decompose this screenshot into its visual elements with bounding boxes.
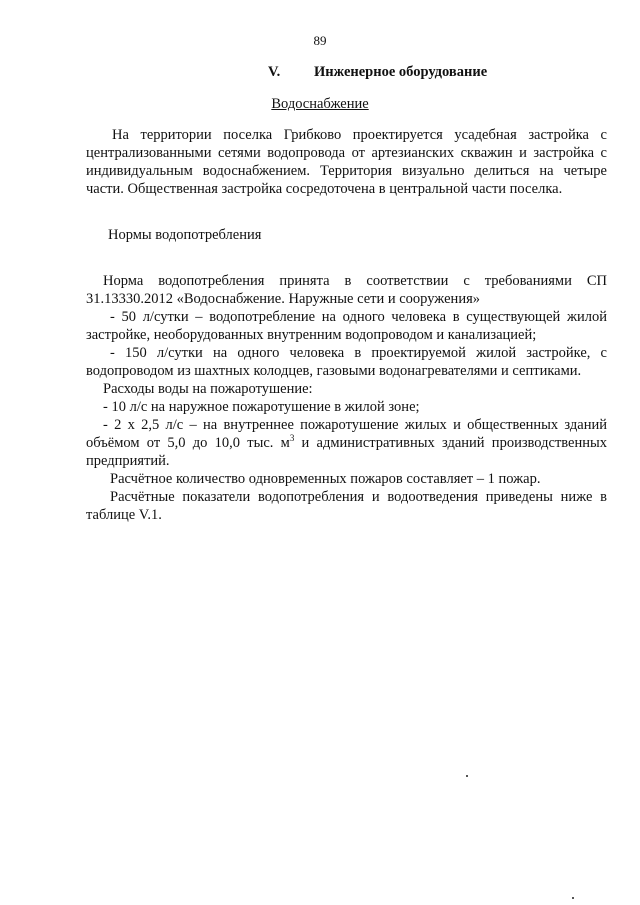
fire-item-indoor-text-end: и административных зданий производственных предприятий. [86,435,607,469]
subsection-title: Водоснабжение [271,96,369,112]
document-body [86,126,607,524]
fire-item-indoor [86,416,607,470]
section-number: V. [268,64,281,80]
page-number: 89 [313,33,327,48]
norms-item-50: - 50 л/сутки – водопотребление на одного человека в существующей жилой застройке, необорудованных внутренним водопроводом и канализацией; [86,309,607,343]
intro-paragraph: На территории поселка Грибково проектируется усадебная застройка с централизованными сетями водопровода от артезианских скважин и застройка с индивидуальным водоснабжением. Территория визуально делиться на четыре части. Общественная застройка сосредоточена в центральной части поселка. [86,127,607,197]
scan-speck [572,897,574,899]
fire-heading: Расходы воды на пожаротушение: [103,381,313,397]
norms-heading: Нормы водопотребления [108,227,262,243]
section-title: Инженерное оборудование [314,64,488,80]
fire-item-indoor-text: - 2 х 2,5 л/с – на внутреннее пожаротушение жилых и общественных зданий объёмом от 5,0 до 10,0 тыс. м [86,417,607,451]
section-heading [268,64,487,81]
table-reference: Расчётные показатели водопотребления и водоотведения приведены ниже в таблице V.1. [86,489,607,523]
fire-item-outdoor: - 10 л/с на наружное пожаротушение в жилой зоне; [103,399,420,415]
norms-paragraph: Норма водопотребления принята в соответствии с требованиями СП 31.13330.2012 «Водоснабжение. Наружные сети и сооружения» [86,273,607,307]
cubic-superscript: 3 [289,433,295,444]
norms-item-150: - 150 л/сутки на одного человека в проектируемой жилой застройке, с водопроводом из шахтных колодцев, газовыми водонагревателями и септиками. [86,345,607,379]
scan-speck [466,775,468,777]
fires-count: Расчётное количество одновременных пожаров составляет – 1 пожар. [110,471,541,487]
